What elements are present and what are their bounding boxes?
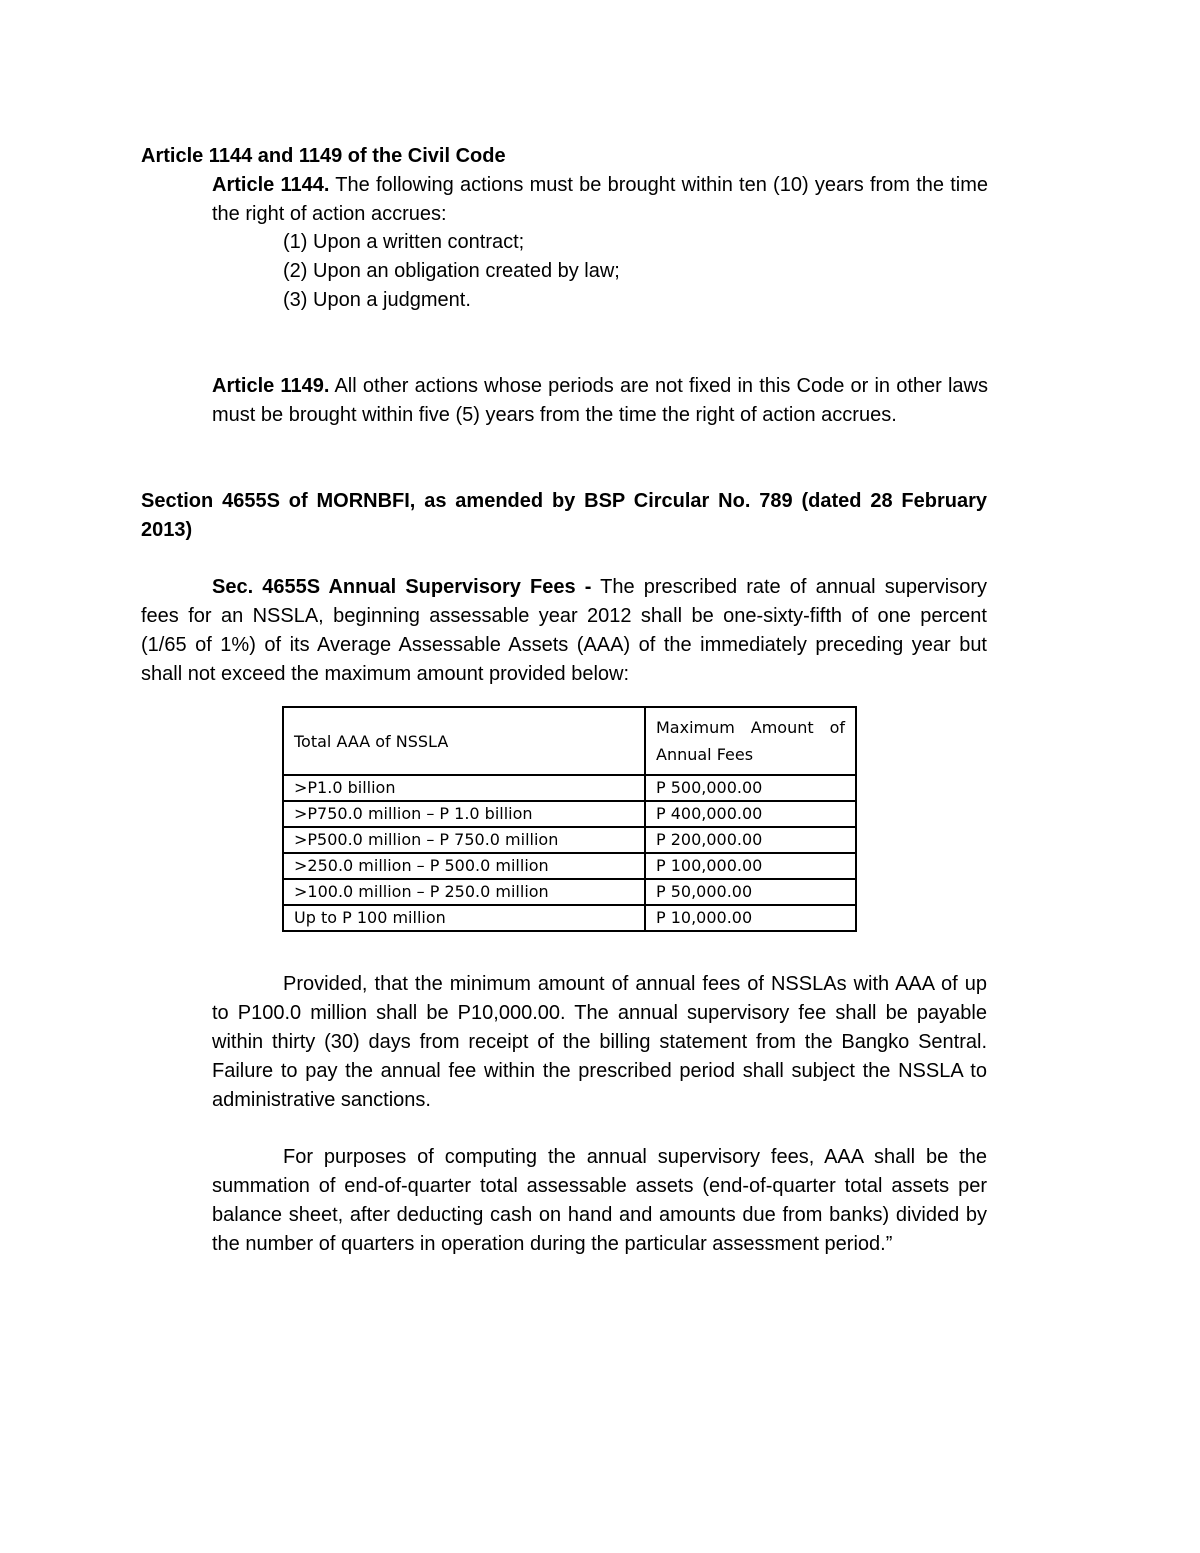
table-cell: P 200,000.00	[645, 827, 856, 853]
table-header-cell: Total AAA of NSSLA	[283, 707, 645, 775]
section-4655s-label: Sec. 4655S Annual Supervisory Fees -	[212, 576, 592, 598]
table-header-row	[283, 707, 856, 775]
aaa-computation-paragraph: For purposes of computing the annual supervisory fees, AAA shall be the summation of end-of-quarter total assessable assets (end-of-quarter total assets per balance sheet, after deducting cash on hand and amounts due from banks) divided by the number of quarters in operation during the particular assessment period.”	[212, 1146, 987, 1255]
table-cell: >250.0 million – P 500.0 million	[283, 853, 645, 879]
article-1149-text: All other actions whose periods are not fixed in this Code or in other laws must be brought within five (5) years from the time the right of action accrues.	[212, 375, 988, 426]
table-cell: >P500.0 million – P 750.0 million	[283, 827, 645, 853]
civil-code-heading: Article 1144 and 1149 of the Civil Code	[141, 145, 506, 167]
article-1144-item: (2) Upon an obligation created by law;	[283, 260, 620, 282]
section-4655s-text: The prescribed rate of annual supervisory fees for an NSSLA, beginning assessable year 2012 shall be one-sixty-fifth of one percent (1/65 of 1%) of its Average Assessable Assets (AAA) of the immediately preceding year but shall not exceed the maximum amount provided below:	[141, 576, 987, 685]
annual-fee-table	[282, 706, 857, 932]
article-1144-text: The following actions must be brought within ten (10) years from the time the right of action accrues:	[212, 174, 988, 225]
table-cell: P 50,000.00	[645, 879, 856, 905]
table-row	[283, 801, 856, 827]
article-1149-paragraph	[212, 372, 988, 430]
table-cell: Up to P 100 million	[283, 905, 645, 931]
table-cell: P 10,000.00	[645, 905, 856, 931]
table-cell: P 500,000.00	[645, 775, 856, 801]
table-row	[283, 879, 856, 905]
table-header-text: Maximum Amount of Annual Fees	[656, 718, 845, 764]
section-4655s-paragraph	[141, 573, 987, 689]
table-row	[283, 853, 856, 879]
table-cell: P 400,000.00	[645, 801, 856, 827]
table-header-cell	[645, 707, 856, 775]
table-cell: P 100,000.00	[645, 853, 856, 879]
article-1144-item: (3) Upon a judgment.	[283, 289, 471, 311]
article-1144-paragraph	[212, 171, 988, 229]
proviso-paragraph: Provided, that the minimum amount of annual fees of NSSLAs with AAA of up to P100.0 million shall be P10,000.00. The annual supervisory fee shall be payable within thirty (30) days from receipt of the billing statement from the Bangko Sentral. Failure to pay the annual fee within the prescribed period shall subject the NSSLA to administrative sanctions.	[212, 973, 987, 1111]
table-cell: >P750.0 million – P 1.0 billion	[283, 801, 645, 827]
article-1149-label: Article 1149.	[212, 375, 330, 397]
table-row	[283, 775, 856, 801]
table-cell: >P1.0 billion	[283, 775, 645, 801]
article-1144-item: (1) Upon a written contract;	[283, 231, 525, 253]
table-cell: >100.0 million – P 250.0 million	[283, 879, 645, 905]
article-1144-label: Article 1144.	[212, 174, 330, 196]
table-row	[283, 827, 856, 853]
mornbfi-heading: Section 4655S of MORNBFI, as amended by BSP Circular No. 789 (dated 28 February 2013)	[141, 490, 987, 541]
table-row	[283, 905, 856, 931]
